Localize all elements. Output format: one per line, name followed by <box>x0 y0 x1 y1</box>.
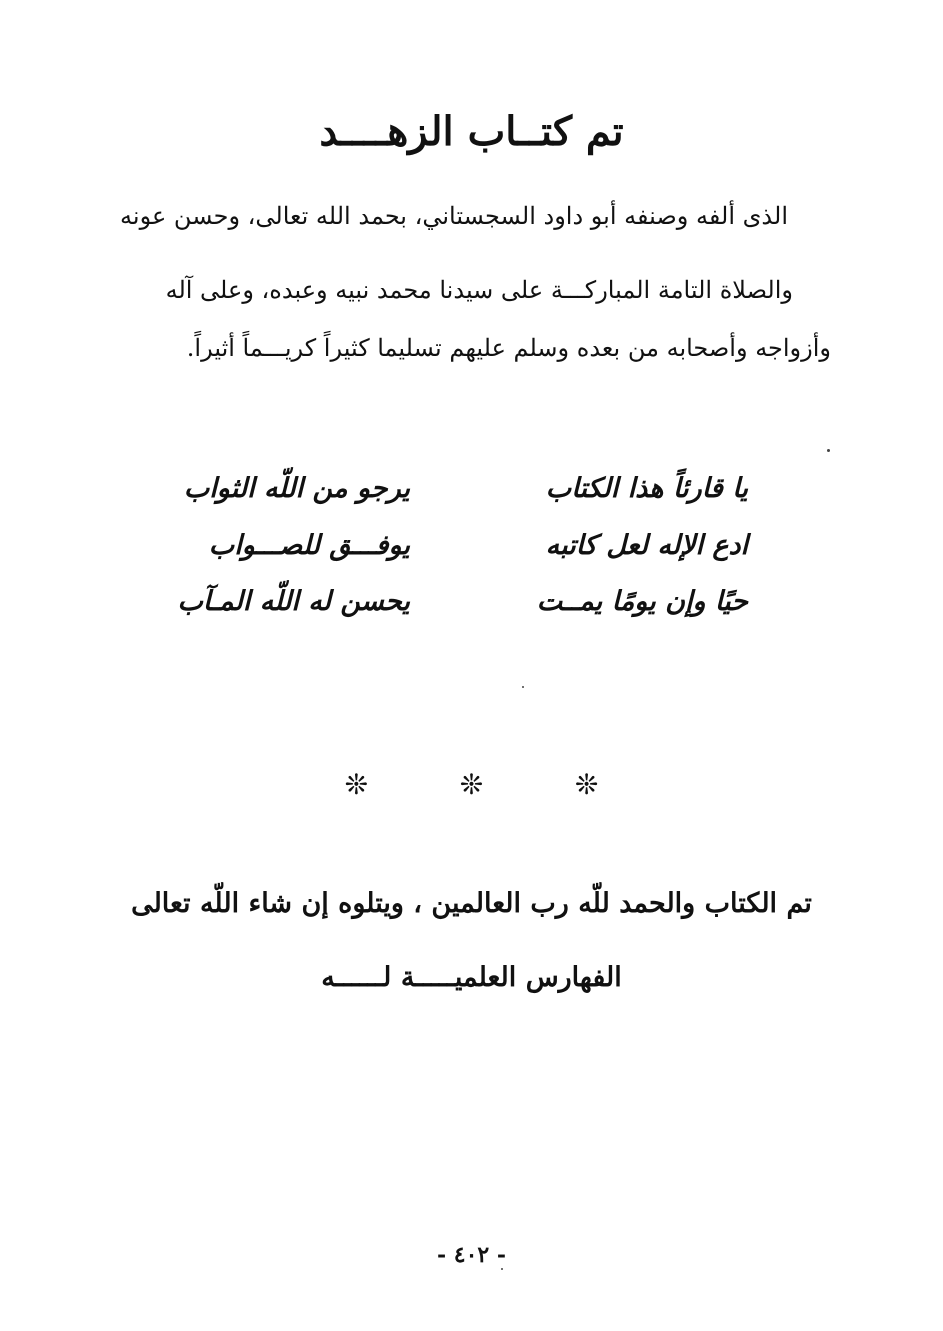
scan-speck <box>522 686 524 688</box>
verse-3-first-hemistich: حيًا وإن يومًا يمــت <box>536 586 748 617</box>
page-number: - ٤٠٢ - <box>436 1242 507 1268</box>
colophon-line-1: الذى ألفه وصنفه أبو داود السجستاني، بحمد الله تعالى، وحسن عونه <box>120 202 788 230</box>
star-ornament-icon: ❊ <box>344 768 369 801</box>
verse-1-first-hemistich: يا قارئاً هذا الكتاب <box>545 473 748 504</box>
closing-line-2: الفهارس العلميـــــة لــــــه <box>321 962 622 993</box>
scan-speck <box>827 449 830 452</box>
star-ornament-icon: ❊ <box>574 768 599 801</box>
star-ornament-icon: ❊ <box>459 768 484 801</box>
verse-3-second-hemistich: يحسن له اللّه المـآب <box>177 586 410 617</box>
closing-line-1: تم الكتاب والحمد للّه رب العالمين ، ويتلوه إن شاء اللّه تعالى <box>131 888 812 919</box>
colophon-line-3: وأزواجه وأصحابه من بعده وسلم عليهم تسليما كثيراً كريـــماً أثيراً. <box>186 334 831 362</box>
verse-1-second-hemistich: يرجو من اللّه الثواب <box>183 473 410 504</box>
ornament-divider <box>0 770 943 800</box>
verse-2-second-hemistich: يوفـــق للصـــواب <box>208 530 410 561</box>
page-title: تم كتــاب الزهــــد <box>319 108 624 155</box>
scan-speck <box>501 1268 503 1270</box>
colophon-line-2: والصلاة التامة المباركـــة على سيدنا محمد نبيه وعبده، وعلى آله <box>165 276 793 304</box>
verse-2-first-hemistich: ادع الإله لعل كاتبه <box>545 530 748 561</box>
